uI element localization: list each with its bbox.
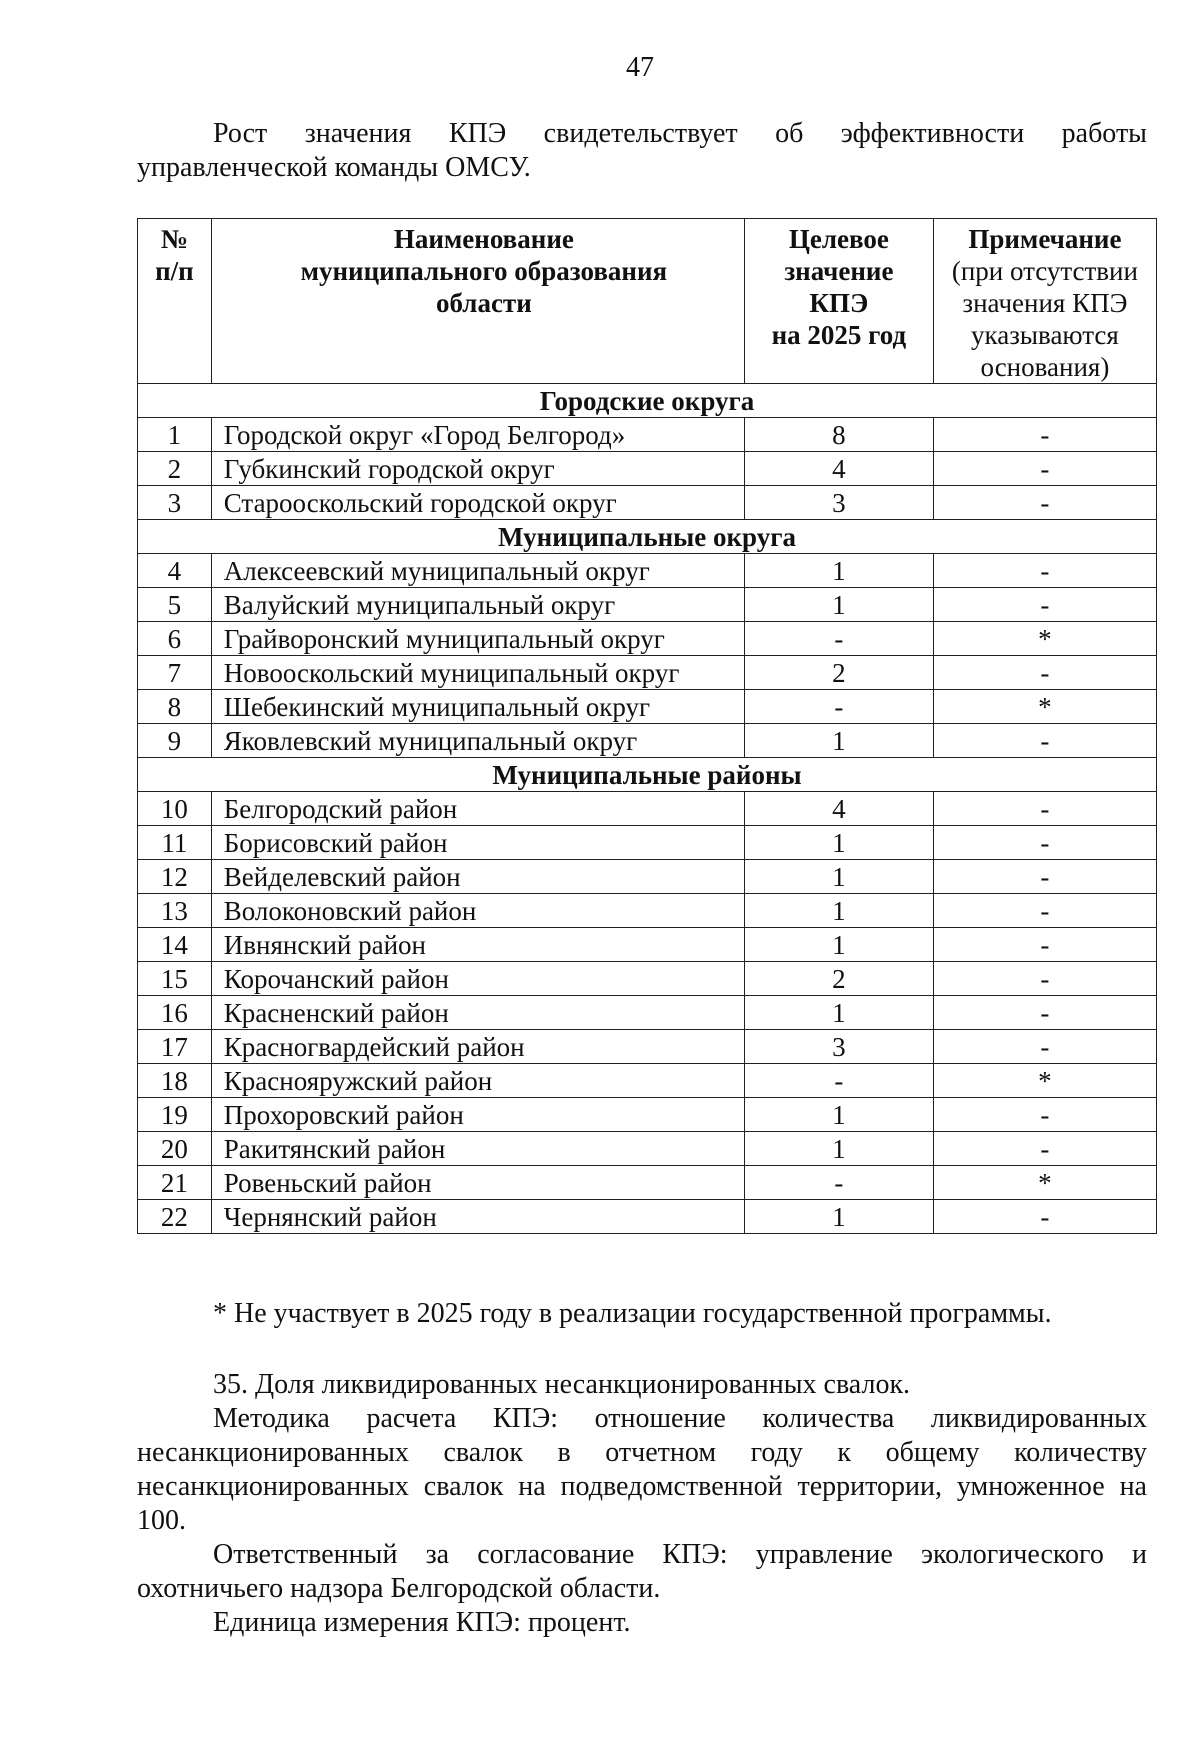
cell-value: 4	[744, 792, 933, 826]
table-row	[138, 860, 1157, 894]
cell-note: -	[933, 486, 1156, 520]
cell-value: 1	[744, 1132, 933, 1166]
cell-note: -	[933, 724, 1156, 758]
intro-paragraph	[137, 117, 1147, 185]
cell-num: 6	[138, 622, 212, 656]
cell-num: 3	[138, 486, 212, 520]
cell-name: Валуйский муниципальный округ	[211, 588, 744, 622]
cell-name: Вейделевский район	[211, 860, 744, 894]
table-row	[138, 826, 1157, 860]
cell-name: Чернянский район	[211, 1200, 744, 1234]
cell-value: 1	[744, 826, 933, 860]
cell-note: -	[933, 554, 1156, 588]
cell-name: Алексеевский муниципальный округ	[211, 554, 744, 588]
section-row	[138, 384, 1157, 418]
cell-name: Ивнянский район	[211, 928, 744, 962]
cell-note: -	[933, 1030, 1156, 1064]
header-note: Примечание (при отсутствии значения КПЭ указываются основания)	[933, 219, 1156, 384]
cell-note: *	[933, 690, 1156, 724]
cell-value: 1	[744, 1200, 933, 1234]
cell-name: Шебекинский муниципальный округ	[211, 690, 744, 724]
header-num: № п/п	[138, 219, 212, 384]
cell-value: 1	[744, 588, 933, 622]
table-body	[138, 384, 1157, 1234]
section-row	[138, 520, 1157, 554]
table-row	[138, 656, 1157, 690]
cell-value: 2	[744, 656, 933, 690]
cell-note: -	[933, 418, 1156, 452]
table-row	[138, 554, 1157, 588]
cell-name: Борисовский район	[211, 826, 744, 860]
cell-num: 2	[138, 452, 212, 486]
cell-note: -	[933, 656, 1156, 690]
table-header-row	[138, 219, 1157, 384]
cell-name: Краснояружский район	[211, 1064, 744, 1098]
paragraph-responsible: Ответственный за согласование КПЭ: управление экологического и охотничьего надзора Белгородской области.	[137, 1539, 1147, 1604]
cell-name: Губкинский городской округ	[211, 452, 744, 486]
cell-name: Прохоровский район	[211, 1098, 744, 1132]
intro-line-2: управленческой команды ОМСУ.	[137, 152, 531, 183]
paragraph-35-title: 35. Доля ликвидированных несанкционированных свалок.	[213, 1369, 911, 1400]
cell-num: 8	[138, 690, 212, 724]
cell-note: -	[933, 1200, 1156, 1234]
cell-note: -	[933, 996, 1156, 1030]
cell-value: -	[744, 622, 933, 656]
table-row	[138, 1098, 1157, 1132]
cell-value: 1	[744, 554, 933, 588]
cell-value: 3	[744, 1030, 933, 1064]
cell-num: 7	[138, 656, 212, 690]
table-row	[138, 486, 1157, 520]
cell-num: 16	[138, 996, 212, 1030]
cell-num: 19	[138, 1098, 212, 1132]
cell-name: Красногвардейский район	[211, 1030, 744, 1064]
cell-name: Ракитянский район	[211, 1132, 744, 1166]
table-row	[138, 1166, 1157, 1200]
cell-num: 17	[138, 1030, 212, 1064]
paragraph-unit: Единица измерения КПЭ: процент.	[213, 1607, 631, 1638]
table-row	[138, 1132, 1157, 1166]
cell-value: 3	[744, 486, 933, 520]
cell-name: Старооскольский городской округ	[211, 486, 744, 520]
paragraph-method: Методика расчета КПЭ: отношение количества ликвидированных несанкционированных свалок в отчетном году к общему количеству несанкционированных свалок на подведомственной территории, умноженное на 100.	[137, 1403, 1147, 1536]
cell-name: Белгородский район	[211, 792, 744, 826]
table-row	[138, 1030, 1157, 1064]
section-title: Муниципальные округа	[138, 520, 1157, 554]
cell-note: -	[933, 894, 1156, 928]
footnote: * Не участвует в 2025 году в реализации государственной программы.	[213, 1298, 1052, 1329]
table-row	[138, 894, 1157, 928]
page-number: 47	[626, 52, 654, 83]
cell-value: -	[744, 1064, 933, 1098]
table-row	[138, 690, 1157, 724]
cell-num: 12	[138, 860, 212, 894]
section-title: Муниципальные районы	[138, 758, 1157, 792]
cell-num: 20	[138, 1132, 212, 1166]
cell-value: 1	[744, 928, 933, 962]
cell-value: 1	[744, 1098, 933, 1132]
cell-num: 22	[138, 1200, 212, 1234]
cell-num: 14	[138, 928, 212, 962]
table-row	[138, 724, 1157, 758]
table-row	[138, 996, 1157, 1030]
cell-note: -	[933, 588, 1156, 622]
header-value: Целевое значение КПЭ на 2025 год	[744, 219, 933, 384]
table-row	[138, 1200, 1157, 1234]
table-row	[138, 588, 1157, 622]
cell-name: Городской округ «Город Белгород»	[211, 418, 744, 452]
cell-num: 15	[138, 962, 212, 996]
kpe-table	[137, 218, 1157, 1234]
cell-note: -	[933, 452, 1156, 486]
table-row	[138, 418, 1157, 452]
cell-name: Новооскольский муниципальный округ	[211, 656, 744, 690]
table-row	[138, 1064, 1157, 1098]
cell-note: -	[933, 792, 1156, 826]
cell-value: 1	[744, 860, 933, 894]
cell-note: *	[933, 1166, 1156, 1200]
cell-num: 5	[138, 588, 212, 622]
cell-name: Яковлевский муниципальный округ	[211, 724, 744, 758]
cell-value: 1	[744, 724, 933, 758]
cell-num: 4	[138, 554, 212, 588]
table-row	[138, 452, 1157, 486]
table-row	[138, 792, 1157, 826]
cell-value: 2	[744, 962, 933, 996]
cell-name: Волоконовский район	[211, 894, 744, 928]
cell-name: Красненский район	[211, 996, 744, 1030]
header-name: Наименование муниципального образования области	[211, 219, 744, 384]
cell-num: 10	[138, 792, 212, 826]
cell-note: -	[933, 1132, 1156, 1166]
cell-num: 13	[138, 894, 212, 928]
cell-num: 1	[138, 418, 212, 452]
cell-num: 18	[138, 1064, 212, 1098]
cell-value: -	[744, 1166, 933, 1200]
table-row	[138, 928, 1157, 962]
cell-name: Корочанский район	[211, 962, 744, 996]
cell-note: -	[933, 1098, 1156, 1132]
section-row	[138, 758, 1157, 792]
cell-value: 1	[744, 996, 933, 1030]
cell-name: Грайворонский муниципальный округ	[211, 622, 744, 656]
cell-value: 4	[744, 452, 933, 486]
body-text	[137, 1368, 1147, 1640]
cell-note: *	[933, 622, 1156, 656]
section-title: Городские округа	[138, 384, 1157, 418]
cell-name: Ровеньский район	[211, 1166, 744, 1200]
cell-value: 1	[744, 894, 933, 928]
intro-line-1: Рост значения КПЭ свидетельствует об эффективности работы	[213, 118, 1147, 149]
cell-num: 9	[138, 724, 212, 758]
cell-note: *	[933, 1064, 1156, 1098]
table-row	[138, 962, 1157, 996]
cell-note: -	[933, 826, 1156, 860]
cell-value: -	[744, 690, 933, 724]
cell-num: 11	[138, 826, 212, 860]
cell-note: -	[933, 962, 1156, 996]
cell-note: -	[933, 928, 1156, 962]
cell-value: 8	[744, 418, 933, 452]
table-row	[138, 622, 1157, 656]
cell-note: -	[933, 860, 1156, 894]
cell-num: 21	[138, 1166, 212, 1200]
